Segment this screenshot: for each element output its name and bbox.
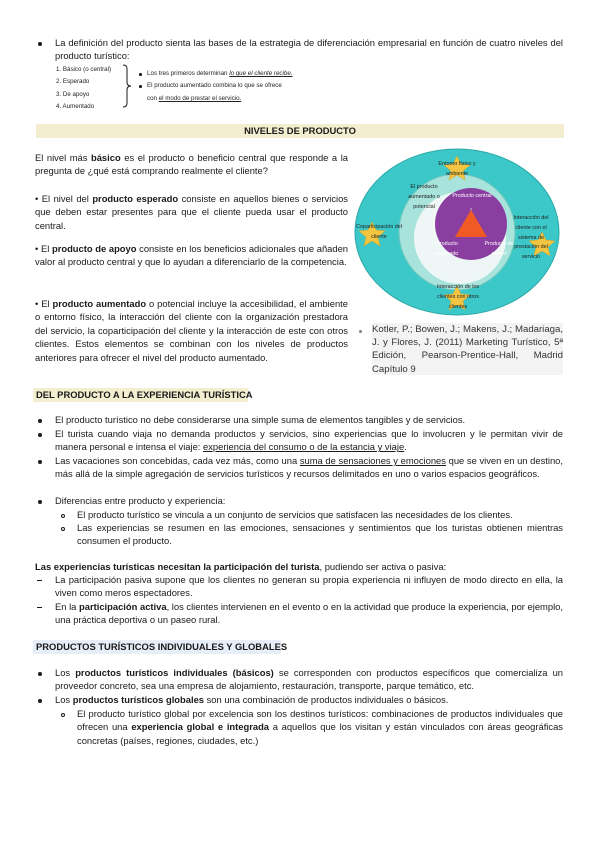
participacion-pasiva: La participación pasiva supone que los clientes no generan su propia experiencia ni influyen de modo directo en ella, la viven como meros espectadores. bbox=[55, 574, 563, 599]
level-item: 3. De apoyo bbox=[56, 90, 90, 98]
product-levels-list bbox=[56, 64, 111, 114]
bullet-dot bbox=[38, 672, 42, 676]
credit-bullet bbox=[359, 330, 362, 333]
participacion-activa: En la participación activa, los clientes intervienen en el evento o en la actividad que produce la experiencia, por ejemplo, una práctica deportiva o un paseo rural. bbox=[55, 601, 563, 626]
curly-brace-icon bbox=[120, 64, 134, 108]
sub-bullet-circle bbox=[61, 713, 65, 717]
level-item: 4. Aumentado bbox=[56, 103, 95, 111]
brace-note: Los tres primeros determinan lo que el cliente recibe. bbox=[138, 68, 318, 80]
bullet-dot bbox=[38, 419, 42, 423]
section-title-niveles: NIVELES DE PRODUCTO bbox=[244, 125, 356, 136]
sub-bullet-circle bbox=[61, 514, 65, 518]
experiencia-bullet-4: Diferencias entre producto y experiencia: bbox=[55, 495, 226, 506]
experiencia-bullet-1: El producto turístico no debe considerarse una simple suma de elementos tangibles y de servicios. bbox=[55, 414, 466, 425]
brace-notes bbox=[138, 68, 318, 105]
section-title-experiencia: DEL PRODUCTO A LA EXPERIENCIA TURÍSTICA bbox=[36, 389, 253, 400]
productos-bullet-individuales: Los productos turísticos individuales (básicos) se corresponden con productos específicos que comercializa un proveedor concreto, sea una empresa de alojamiento, restauración, transporte, parque temático, etc. bbox=[55, 667, 564, 692]
dash-bullet bbox=[37, 607, 42, 608]
section-title-productos: PRODUCTOS TURÍSTICOS INDIVIDUALES Y GLOBALES bbox=[36, 641, 288, 652]
sub-bullet-circle bbox=[61, 527, 65, 531]
experiencia-sub-1: El producto turístico se vincula a un conjunto de servicios que satisfacen las necesidades de los clientes. bbox=[77, 509, 513, 520]
level-item: 2. Esperado bbox=[56, 78, 90, 86]
bullet-dot bbox=[38, 500, 42, 504]
niveles-paragraph-aumentado: • El producto aumentado o potencial incluye la accesibilidad, el ambiente o entorno físico, la interacción del cliente con la organización prestadora del servicio, la coparticipación del cliente y la interacción de este con otros clientes. Estos elementos se combinan con los niveles de productos anteriores para ofrecer el nivel del producto aumentado. bbox=[35, 298, 348, 363]
productos-sub-destinos: El producto turístico global por excelencia son los destinos turísticos: combinaciones de productos individuales que ofrecen una experiencia global e integrada a aquellos que los visitan y están vinculados con áreas geográficas concretas (países, regiones, ciudades, etc.) bbox=[77, 708, 563, 746]
participacion-intro: Las experiencias turísticas necesitan la participación del turista, pudiendo ser activa o pasiva: bbox=[35, 561, 447, 572]
bullet-dot bbox=[38, 699, 42, 703]
diagram-label-apoyo: Producto de apoyo bbox=[484, 241, 514, 257]
diagram-label-interaccion-clientes: Interacción de los clientes con otros clientes bbox=[436, 284, 480, 310]
brace-note: con el modo de prestar el servicio. bbox=[147, 94, 242, 102]
niveles-paragraph-basico: El nivel más básico es el producto o beneficio central que responde a la pregunta de ¿qué está comprando realmente el cliente? bbox=[35, 152, 348, 177]
experiencia-sub-2: Las experiencias se resumen en las emociones, sensaciones y sentimientos que los turistas obtienen mientras consumen el producto. bbox=[77, 522, 563, 547]
diagram-label-coparticipacion: Coparticipación del cliente bbox=[356, 224, 402, 240]
experiencia-bullet-2: El turista cuando viaja no demanda productos y servicios, sino experiencias que lo involucren y le permitan vivir de manera personal e intensa el viaje: experiencia del consumo o de la estancia y viaje. bbox=[55, 428, 563, 453]
bullet-dot bbox=[38, 42, 42, 46]
dash-bullet bbox=[37, 580, 42, 581]
level-item: 1. Básico (o central) bbox=[56, 66, 112, 73]
brace-note: El producto aumentado combina lo que se ofrece bbox=[138, 80, 318, 92]
intro-paragraph: La definición del producto sienta las bases de la estrategia de diferenciación empresarial en función de cuatro niveles del producto turístico: bbox=[55, 37, 563, 62]
diagram-label-esperado: Producto esperado bbox=[435, 241, 459, 257]
diagram-label-entorno: Entorno físico y ambiente bbox=[438, 161, 476, 177]
niveles-paragraph-apoyo: • El producto de apoyo consiste en los beneficios adicionales que añaden valor al producto central y que lo ayudan a diferenciarlo de la competencia. bbox=[35, 243, 349, 268]
niveles-paragraph-esperado: • El nivel del producto esperado consiste en aquellos bienes o servicios que deben estar presentes para que el cliente pueda usar el producto central. bbox=[35, 193, 348, 231]
experiencia-bullet-3: Las vacaciones son concebidas, cada vez más, como una suma de sensaciones y emociones que se viven en un destino, más allá de la simple agregación de servicios turísticos y recursos delimitados en uno o varios espacios geográficos. bbox=[55, 455, 563, 480]
diagram-label-central: Producto central bbox=[452, 193, 492, 199]
diagram-credit: Kotler, P.; Bowen, J.; Makens, J.; Madariaga, J. y Flores, J. (2011) Marketing Turístico, 5ª Edición, Pearson-Prentice-Hall, Madrid Capítulo 9 bbox=[372, 324, 563, 375]
diagram-label-interaccion-sistema: Interacción del cliente con el sistema de prestación del servicio bbox=[513, 215, 549, 261]
diagram-label-aumentado: El producto aumentado o potencial bbox=[408, 184, 440, 210]
bullet-dot bbox=[38, 460, 42, 464]
productos-bullet-globales: Los productos turísticos globales son una combinación de productos individuales o básicos. bbox=[55, 694, 449, 705]
bullet-dot bbox=[38, 433, 42, 437]
